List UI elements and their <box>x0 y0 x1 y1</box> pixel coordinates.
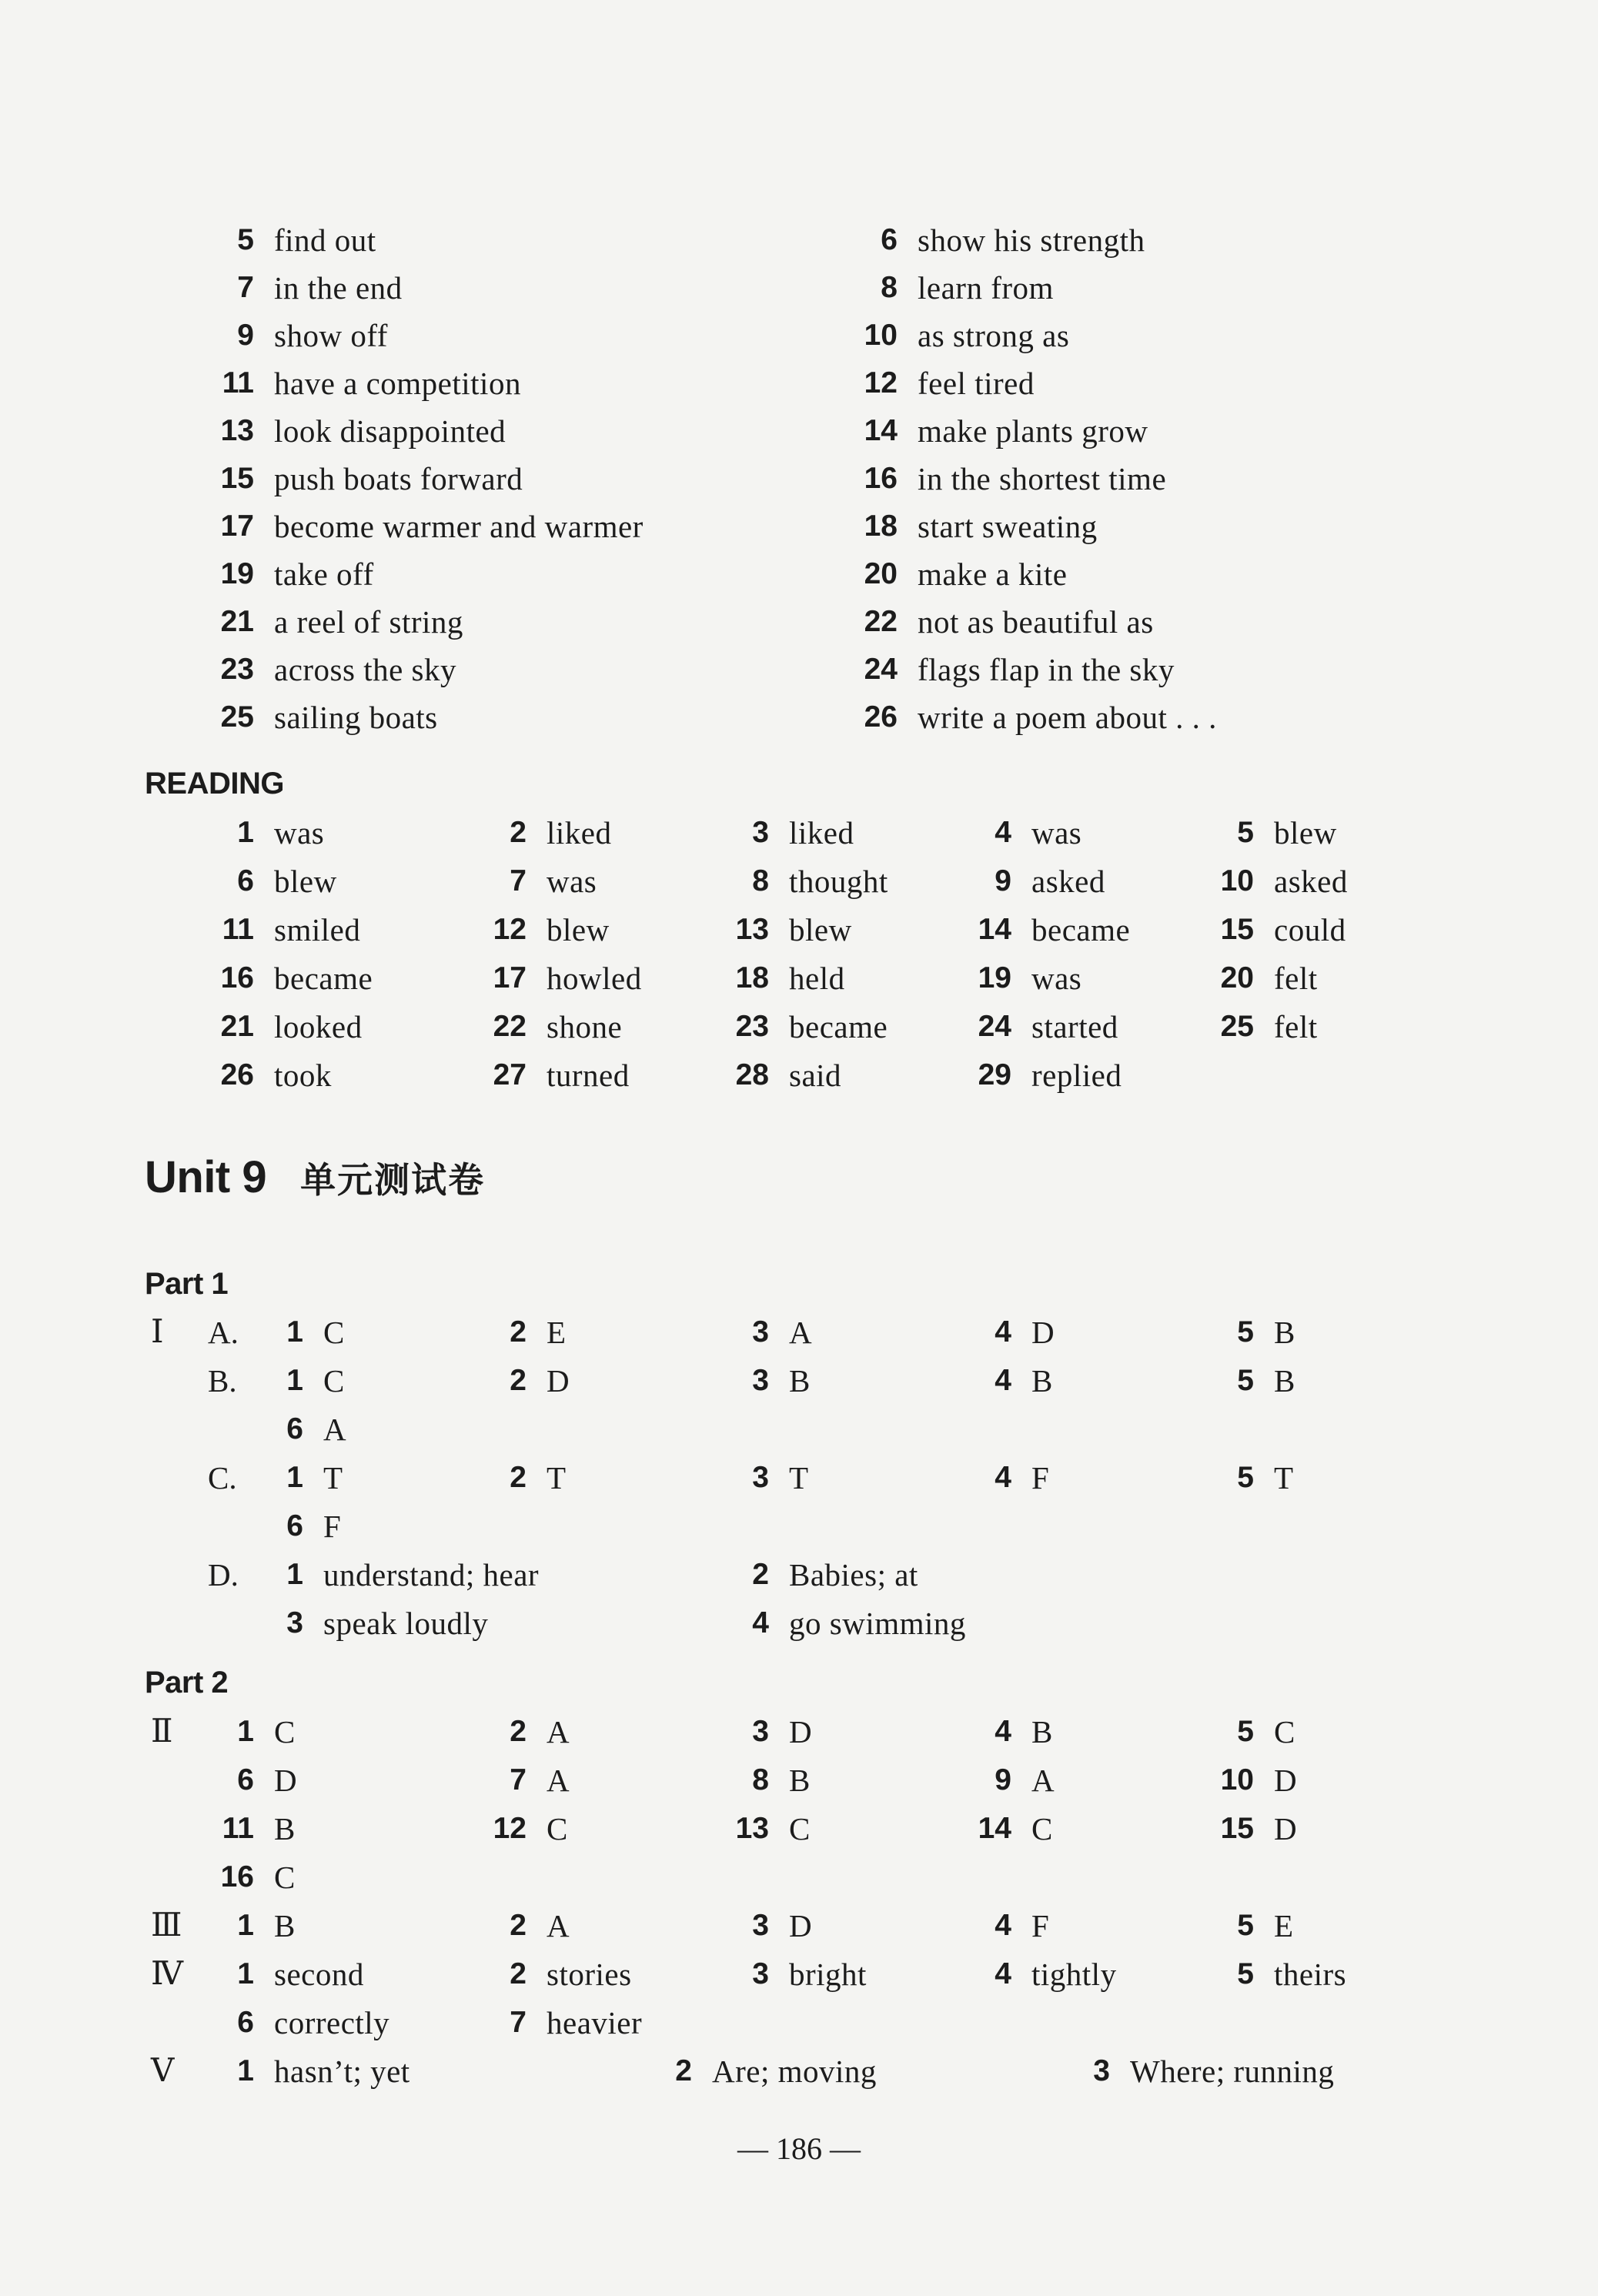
list-item: 6 F <box>286 1509 342 1544</box>
list-item: 7 A <box>510 1763 570 1798</box>
list-item: 28 said <box>735 1058 842 1093</box>
list-item: 3 T <box>752 1460 809 1496</box>
part-2-heading: Part 2 <box>145 1666 229 1699</box>
roman-numeral-1: Ⅰ <box>151 1315 164 1350</box>
list-item: 4 F <box>995 1908 1050 1943</box>
list-item: 15 push boats forward <box>220 461 523 496</box>
list-item: 1 understand; hear <box>286 1557 540 1592</box>
subsection-label-d: D. <box>208 1557 239 1592</box>
list-item: 26 took <box>220 1058 332 1093</box>
list-item: 9 asked <box>995 864 1105 899</box>
list-item: 12 blew <box>493 912 610 947</box>
list-item: 19 take off <box>220 556 374 592</box>
list-item: 19 was <box>978 961 1082 996</box>
list-item: 1 C <box>237 1714 296 1750</box>
list-item: 2 Babies; at <box>752 1557 918 1592</box>
list-item: 6 show his strength <box>881 222 1145 258</box>
list-item: 15 D <box>1220 1811 1298 1846</box>
list-item: 24 flags flap in the sky <box>864 652 1175 687</box>
list-item: 22 not as beautiful as <box>864 604 1154 640</box>
list-item: 12 feel tired <box>864 366 1035 401</box>
list-item: 16 became <box>220 961 373 996</box>
list-item: 2 A <box>510 1714 570 1750</box>
list-item: 20 make a kite <box>864 556 1068 592</box>
list-item: 17 howled <box>493 961 642 996</box>
list-item: 17 become warmer and warmer <box>220 509 644 544</box>
unit-subtitle: 单元测试卷 <box>300 1160 486 1200</box>
list-item: 5 E <box>1237 1908 1294 1943</box>
list-item: 4 F <box>995 1460 1050 1496</box>
list-item: 8 B <box>752 1763 811 1798</box>
list-item: 3 D <box>752 1714 813 1750</box>
list-item: 2 T <box>510 1460 567 1496</box>
list-item: 5 B <box>1237 1363 1295 1399</box>
list-item: 3 bright <box>752 1957 867 1992</box>
list-item: 7 heavier <box>510 2005 643 2040</box>
list-item: 1 T <box>286 1460 343 1496</box>
list-item: 24 started <box>978 1009 1118 1044</box>
list-item: 22 shone <box>493 1009 623 1044</box>
list-item: 10 asked <box>1220 864 1348 899</box>
list-item: 1 second <box>237 1957 364 1992</box>
list-item: 20 felt <box>1220 961 1318 996</box>
list-item: 3 liked <box>752 815 854 851</box>
list-item: 5 B <box>1237 1315 1295 1350</box>
page-number: — 186 — <box>737 2131 861 2166</box>
list-item: 21 looked <box>220 1009 363 1044</box>
list-item: 21 a reel of string <box>220 604 463 640</box>
list-item: 14 C <box>978 1811 1053 1846</box>
list-item: 1 hasn’t; yet <box>237 2054 410 2089</box>
roman-numeral-2: Ⅱ <box>151 1714 173 1750</box>
list-item: 2 E <box>510 1315 567 1350</box>
list-item: 2 A <box>510 1908 570 1943</box>
subsection-label-c: C. <box>208 1460 237 1496</box>
list-item: 1 C <box>286 1363 345 1399</box>
list-item: 3 A <box>752 1315 813 1350</box>
subsection-label-b: B. <box>208 1363 237 1399</box>
list-item: 13 blew <box>735 912 852 947</box>
list-item: 1 C <box>286 1315 345 1350</box>
unit-heading <box>145 1147 485 1220</box>
list-item: 1 B <box>237 1908 296 1943</box>
list-item: 11 have a competition <box>222 366 521 401</box>
list-item: 3 speak loudly <box>286 1606 489 1641</box>
list-item: 10 D <box>1220 1763 1298 1798</box>
list-item: 6 correctly <box>237 2005 390 2040</box>
list-item: 5 C <box>1237 1714 1295 1750</box>
list-item: 2 D <box>510 1363 570 1399</box>
roman-numeral-5: Ⅴ <box>151 2054 175 2089</box>
list-item: 3 Where; running <box>1093 2054 1335 2089</box>
section-heading-reading: READING <box>145 767 284 800</box>
list-item: 14 became <box>978 912 1131 947</box>
list-item: 4 tightly <box>995 1957 1117 1992</box>
list-item: 3 D <box>752 1908 813 1943</box>
list-item: 23 across the sky <box>220 652 457 687</box>
list-item: 13 look disappointed <box>220 413 506 449</box>
list-item: 29 replied <box>978 1058 1122 1093</box>
list-item: 25 sailing boats <box>220 700 438 735</box>
list-item: 4 D <box>995 1315 1055 1350</box>
unit-title: Unit 9 <box>145 1152 267 1202</box>
part-1-heading: Part 1 <box>145 1267 229 1301</box>
list-item: 5 theirs <box>1237 1957 1347 1992</box>
list-item: 8 thought <box>752 864 888 899</box>
list-item: 4 go swimming <box>752 1606 966 1641</box>
list-item: 5 blew <box>1237 815 1337 851</box>
list-item: 11 smiled <box>222 912 361 947</box>
subsection-label-a: A. <box>208 1315 239 1350</box>
list-item: 5 find out <box>237 222 376 258</box>
list-item: 4 was <box>995 815 1082 851</box>
list-item: 12 C <box>493 1811 568 1846</box>
list-item: 15 could <box>1220 912 1346 947</box>
list-item: 11 B <box>222 1811 296 1846</box>
list-item: 4 B <box>995 1714 1053 1750</box>
list-item: 3 B <box>752 1363 811 1399</box>
list-item: 23 became <box>735 1009 888 1044</box>
list-item: 6 blew <box>237 864 337 899</box>
list-item: 13 C <box>735 1811 811 1846</box>
list-item: 26 write a poem about . . . <box>864 700 1217 735</box>
list-item: 6 A <box>286 1412 347 1447</box>
roman-numeral-3: Ⅲ <box>151 1908 182 1943</box>
list-item: 16 C <box>220 1860 296 1895</box>
list-item: 27 turned <box>493 1058 630 1093</box>
list-item: 8 learn from <box>881 270 1054 306</box>
list-item: 10 as strong as <box>864 318 1070 353</box>
list-item: 2 stories <box>510 1957 632 1992</box>
list-item: 18 start sweating <box>864 509 1098 544</box>
list-item: 25 felt <box>1220 1009 1318 1044</box>
list-item: 6 D <box>237 1763 298 1798</box>
list-item: 16 in the shortest time <box>864 461 1167 496</box>
list-item: 9 show off <box>237 318 388 353</box>
list-item: 7 was <box>510 864 597 899</box>
list-item: 18 held <box>735 961 845 996</box>
list-item: 7 in the end <box>237 270 403 306</box>
list-item: 9 A <box>995 1763 1055 1798</box>
list-item: 14 make plants grow <box>864 413 1148 449</box>
list-item: 2 liked <box>510 815 612 851</box>
list-item: 4 B <box>995 1363 1053 1399</box>
list-item: 1 was <box>237 815 325 851</box>
roman-numeral-4: Ⅳ <box>151 1957 183 1992</box>
list-item: 2 Are; moving <box>675 2054 877 2089</box>
list-item: 5 T <box>1237 1460 1294 1496</box>
